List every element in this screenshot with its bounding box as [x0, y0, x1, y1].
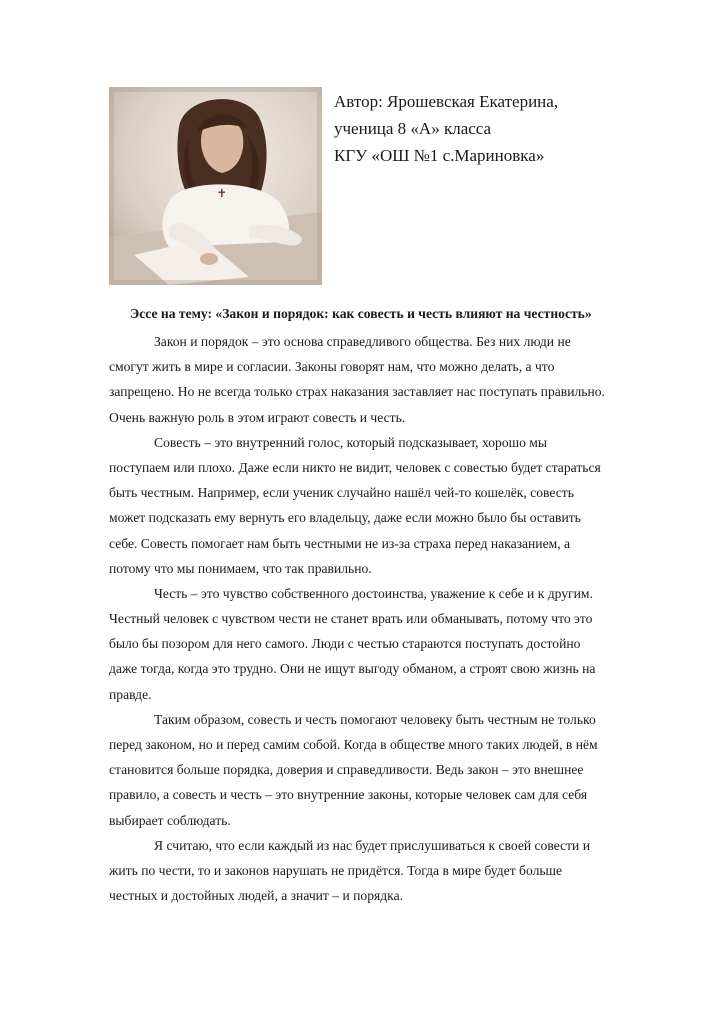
- author-class: ученица 8 «А» класса: [334, 119, 492, 138]
- essay-line: запрещено. Но не всегда только страх наказания заставляет нас поступать правильно.: [109, 384, 605, 400]
- essay-line: может подсказать ему вернуть его владельцу, даже если можно было бы оставить: [109, 510, 581, 526]
- paragraph-first-line: Честь – это чувство собственного достоинства, уважение к себе и к другим.: [154, 585, 593, 601]
- author-photo: [109, 87, 322, 285]
- essay-line: Честный человек с чувством чести не станет врать или обманывать, потому что это: [109, 611, 593, 627]
- essay-line: Очень важную роль в этом играют совесть и честь.: [109, 409, 406, 425]
- essay-line: смогут жить в мире и согласии. Законы говорят нам, что можно делать, а что: [109, 359, 555, 375]
- essay-body: [109, 329, 641, 908]
- essay-line: потому что мы понимаем, что так правильно.: [109, 560, 372, 576]
- paragraph-first-line: Закон и порядок – это основа справедливого общества. Без них люди не: [154, 334, 571, 349]
- author-name: Автор: Ярошевская Екатерина,: [334, 92, 559, 111]
- paragraph-first-line: Я считаю, что если каждый из нас будет прислушиваться к своей совести и: [154, 837, 590, 853]
- essay-line: честных и достойных людей, а значит – и порядка.: [109, 888, 404, 904]
- essay-line: себе. Совесть помогает нам быть честными не из-за страха перед наказанием, а: [109, 535, 571, 551]
- author-school: КГУ «ОШ №1 с.Мариновка»: [334, 146, 545, 165]
- author-info: [334, 88, 694, 169]
- essay-line: правде.: [109, 686, 152, 702]
- paragraph-first-line: Таким образом, совесть и честь помогают человеку быть честным не только: [154, 711, 596, 727]
- essay-line: перед законом, но и перед самим собой. Когда в обществе много таких людей, в нём: [109, 737, 598, 752]
- essay-line: быть честным. Например, если ученик случайно нашёл чей-то кошелёк, совесть: [109, 485, 574, 501]
- paragraph-first-line: Совесть – это внутренний голос, который подсказывает, хорошо мы: [154, 434, 548, 450]
- essay-line: выбирает соблюдать.: [109, 812, 231, 828]
- essay-line: правило, а совесть и честь – это внутренние законы, которые человек сам для себя: [109, 787, 588, 803]
- essay-line: даже тогда, когда это трудно. Они не ищут выгоду обманом, а строят свою жизнь на: [109, 661, 596, 677]
- student-writing-photo-icon: [109, 87, 322, 285]
- essay-line: жить по чести, то и законов нарушать не придётся. Тогда в мире будет больше: [109, 862, 563, 878]
- essay-line: было бы позором для него самого. Люди с честью стараются поступать достойно: [109, 636, 581, 652]
- essay-line: поступаем или плохо. Даже если никто не видит, человек с совестью будет стараться: [109, 459, 601, 475]
- essay-title: Эссе на тему: «Закон и порядок: как совесть и честь влияют на честность»: [130, 306, 592, 321]
- essay-line: становится больше порядка, доверия и справедливости. Ведь закон – это внешнее: [109, 762, 584, 778]
